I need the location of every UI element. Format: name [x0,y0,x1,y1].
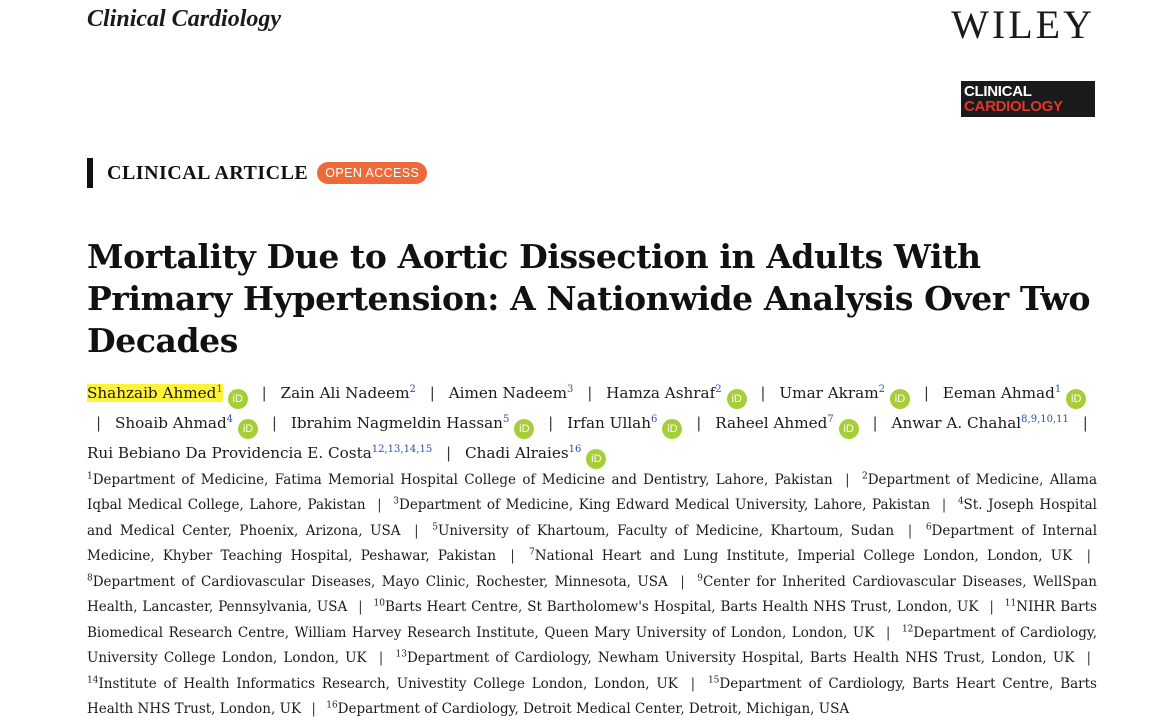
affiliation-separator: | [885,624,891,641]
author-affiliation-ref[interactable]: 1 [1054,384,1062,395]
affiliation-text: National Heart and Lung Institute, Imperial College London, London, UK [534,548,1073,564]
affiliation-number: 7 [529,547,535,558]
affiliation-text: Department of Medicine, Allama Iqbal Medical College, Lahore, Pakistan [87,471,1098,513]
affiliation-number: 5 [432,522,438,532]
affiliation-text: St. Joseph Hospital and Medical Center, Phoenix, Arizona, USA [87,497,1097,539]
affiliation-list [87,465,1097,720]
affiliation-number: 16 [326,700,338,711]
orcid-icon[interactable]: iD [586,449,606,469]
publisher-logo[interactable]: WILEY [951,2,1095,47]
affiliation-separator: | [358,599,363,615]
affiliation-text: University of Khartoum, Faculty of Medicine, Khartoum, Sudan [437,522,895,539]
article-title: Mortality Due to Aortic Dissection in Adults With Primary Hypertension: A Nationwide Analysis Over Two Decades [87,237,1091,360]
affiliation-separator: | [680,573,685,590]
affiliation-text: Department of Medicine, Fatima Memorial Hospital College of Medicine and Dentistry, Lahore, Pakistan [92,471,833,488]
affiliation [374,599,979,615]
affiliation [393,497,930,513]
author-separator: | [271,414,277,433]
author-affiliation-ref[interactable]: 2 [878,384,885,395]
orcid-icon[interactable]: iD [514,419,534,439]
orcid-icon[interactable]: iD [238,419,258,439]
author-affiliation-ref[interactable]: 4 [226,414,234,426]
author-name[interactable]: Irfan Ullah$^6$ [567,414,658,433]
affiliation-text: Center for Inherited Cardiovascular Diseases, WellSpan Health, Lancaster, Pennsylvania, USA [87,573,1097,615]
author [449,384,574,402]
affiliation [87,574,668,590]
author [281,384,416,402]
author-affiliation-ref[interactable]: 1 [216,384,223,395]
article-type-label: CLINICAL ARTICLE [107,161,309,184]
author-affiliation-ref[interactable]: 2 [715,384,722,395]
author-affiliation-ref[interactable]: 7 [827,414,834,426]
author-name[interactable]: Zain Ali Nadeem$^2$ [280,384,416,403]
author-affiliation-ref[interactable]: 2 [409,384,416,395]
author [567,414,682,436]
author-separator: | [923,384,929,403]
affiliation-separator: | [1086,650,1092,666]
affiliation-text: Department of Cardiology, Detroit Medical Center, Detroit, Michigan, USA [337,701,850,717]
author-name[interactable]: Umar Akram$^2$ [779,384,885,403]
affiliation-number: 12 [901,624,914,634]
affiliation-text: Department of Cardiology, University College London, London, UK [87,624,1097,666]
author-separator: | [760,384,766,403]
author [87,444,432,462]
affiliation-text: Department of Cardiology, Barts Heart Centre, Barts Health NHS Trust, London, UK [87,675,1097,717]
author-separator: | [96,414,102,433]
affiliation-number: 9 [697,573,703,583]
journal-logo-line2: CARDIOLOGY [964,98,1063,115]
author [892,414,1069,432]
author-name[interactable]: Chadi Alraies$^{16}$ [464,444,582,463]
author-name[interactable]: Eeman Ahmad$^1$ [942,384,1062,403]
affiliation-number: 14 [87,675,99,685]
affiliation-text: Department of Medicine, King Edward Medical University, Lahore, Pakistan [399,497,931,513]
orcid-icon[interactable]: iD [727,389,747,409]
orcid-icon[interactable]: iD [662,419,682,439]
author-separator: | [261,384,267,403]
author-name[interactable]: Raheel Ahmed$^7$ [715,414,834,433]
author [464,444,606,466]
affiliation-number: 2 [861,471,868,481]
author-affiliation-ref[interactable]: 8,9,10,11 [1021,414,1069,426]
author-affiliation-ref[interactable]: 5 [502,414,510,426]
article-type-row [87,158,427,188]
author-separator: | [587,384,593,403]
author [715,414,859,436]
author-separator: | [548,414,554,433]
open-access-badge: OPEN ACCESS [317,162,427,184]
orcid-icon[interactable]: iD [890,389,910,409]
affiliation-number: 6 [925,522,932,532]
author-name[interactable]: Shahzaib Ahmed$^1$ [87,384,223,403]
affiliation-separator: | [690,675,696,692]
orcid-icon[interactable]: iD [1066,389,1086,409]
affiliation [326,701,849,717]
affiliation-separator: | [377,497,382,513]
affiliation-separator: | [989,599,994,615]
orcid-icon[interactable]: iD [228,389,248,409]
author-affiliation-ref[interactable]: 6 [651,414,658,426]
affiliation-separator: | [845,471,850,488]
author-name[interactable]: Rui Bebiano Da Providencia E. Costa$^{12,13,14,15}$ [87,444,433,463]
affiliation-number: 8 [87,573,93,583]
author [87,384,248,406]
author-affiliation-ref[interactable]: 16 [568,444,582,456]
affiliation [432,523,894,539]
affiliation [395,650,1074,666]
journal-name[interactable]: Clinical Cardiology [87,6,282,32]
affiliation-separator: | [378,650,384,666]
affiliation-text: Barts Heart Centre, St Bartholomew's Hospital, Barts Health NHS Trust, London, UK [384,599,979,615]
author [942,384,1086,406]
affiliation-number: 11 [1004,598,1017,609]
affiliation [87,676,678,692]
author [114,414,258,436]
affiliation-separator: | [941,497,947,513]
author-separator: | [429,384,435,403]
author-separator: | [872,414,878,433]
affiliation-number: 10 [373,598,385,609]
author-name[interactable]: Hamza Ashraf$^2$ [606,384,722,403]
author [290,414,535,436]
journal-logo[interactable] [961,81,1095,117]
author-separator: | [696,414,702,433]
affiliation-separator: | [414,522,419,539]
author [606,384,746,406]
affiliation-text: NIHR Barts Biomedical Research Centre, William Harvey Research Institute, Queen Mary University of London, London, UK [87,599,1097,641]
affiliation-number: 15 [707,675,720,685]
affiliation-text: Department of Cardiovascular Diseases, Mayo Clinic, Rochester, Minnesota, USA [92,573,668,590]
author-name[interactable]: Anwar A. Chahal$^{8,9,10,11}$ [891,414,1069,433]
affiliation [529,548,1072,564]
affiliation [87,472,833,488]
author-affiliation-ref[interactable]: 3 [566,384,574,395]
affiliation-separator: | [1086,548,1092,564]
author-name[interactable]: Shoaib Ahmad$^4$ [114,414,234,433]
article-type-bar [87,158,93,188]
author-name[interactable]: Aimen Nadeem$^3$ [448,384,574,403]
affiliation-separator: | [907,522,913,539]
author [779,384,910,406]
affiliation-number: 3 [393,496,400,507]
affiliation-number: 1 [87,471,93,481]
author-name[interactable]: Ibrahim Nagmeldin Hassan$^5$ [290,414,510,433]
author-separator: | [1082,414,1088,433]
author-list [87,379,1097,469]
journal-logo-line1: CLINICAL [964,83,1032,100]
affiliation-separator: | [510,548,515,564]
affiliation-number: 13 [395,649,407,660]
author-affiliation-ref[interactable]: 12,13,14,15 [371,444,433,456]
orcid-icon[interactable]: iD [839,419,859,439]
affiliation-text: Department of Cardiology, Newham University Hospital, Barts Health NHS Trust, London, UK [406,650,1075,666]
affiliation-separator: | [311,701,316,717]
affiliation-number: 4 [957,496,964,507]
author-separator: | [446,444,452,463]
affiliation-text: Institute of Health Informatics Research, Univestity College London, London, UK [98,675,678,692]
affiliation-text: Department of Internal Medicine, Khyber Teaching Hospital, Peshawar, Pakistan [87,522,1098,564]
